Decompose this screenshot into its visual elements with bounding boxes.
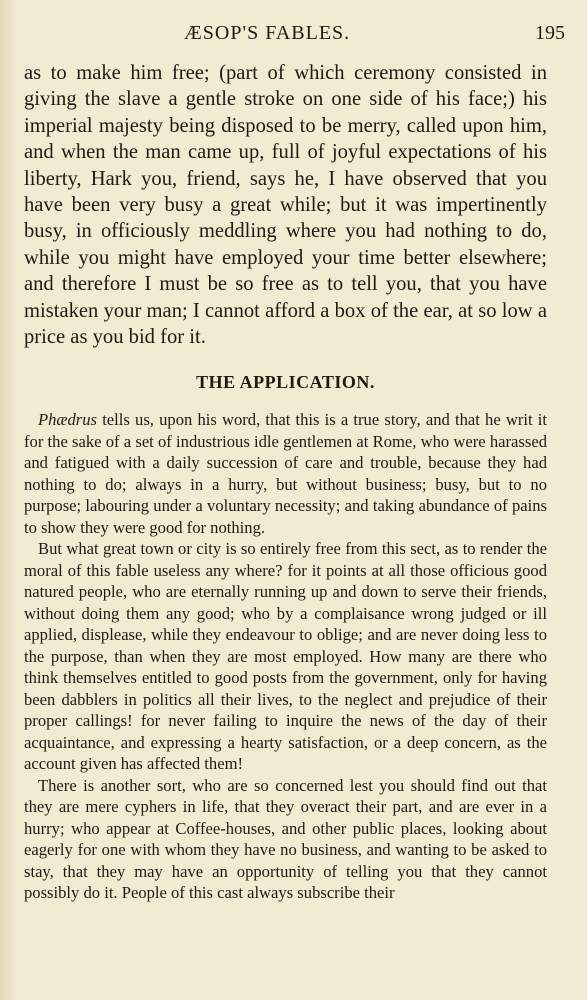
application-paragraph-2: But what great town or city is so entirely free from this sect, as to render the moral of this fable useless any where? for it points at all those officious good natured people, who are eternally running up and down to serve their friends, without doing them any good; who by a complaisance wrong judged or ill applied, displease, while they endeavour to oblige; and are never doing less to the purpose, than when they are most employed. How many are there who think themselves entitled to good posts from the government, only for having been dabblers in politics all their lives, to the neglect and prejudice of their proper callings! for never failing to inquire the news of the day of their acquaintance, and expressing a hearty satisfaction, or a deep concern, as the account given has affected them!: [24, 539, 547, 774]
fable-text: as to make him free; (part of which ceremony consisted in giving the slave a gentle stroke on one side of his face;) his imperial majesty being disposed to be merry, called upon him, and when the man came up, full of joyful expectations of his liberty, Hark you, friend, says he, I have observed that you have been very busy a great while; but it was impertinently busy, in officiously meddling where you had nothing to do, while you might have employed your time better elsewhere; and therefore I must be so free as to tell you, that you have mistaken your man; I cannot afford a box of the ear, at so low a price as you bid for it.: [24, 62, 547, 349]
phaedrus-name: Phædrus: [38, 410, 98, 430]
application-paragraph-1-text: tells us, upon his word, that this is a true story, and that he writ it for the sake of a set of industrious idle gentlemen at Rome, who were harassed and fatigued with a daily succession of care and trouble, because they had nothing to do; always in a hurry, but without business; busy, but to no purpose; labouring under a voluntary necessity; and taking abundance of pains to show they were good for nothing.: [24, 410, 547, 537]
application-heading: THE APPLICATION.: [196, 372, 375, 393]
running-title: ÆSOP'S FABLES.: [184, 22, 351, 44]
application-paragraph-3: There is another sort, who are so concerned lest you should find out that they are mere cyphers in life, that they overact their part, and are ever in a hurry; who appear at Coffee-houses, and other public places, looking about eagerly for one with whom they have no business, and wanting to be asked to stay, that they may have an opportunity of telling you that they cannot possibly do it. People of this cast always subscribe their: [24, 775, 547, 903]
page-header: [24, 22, 565, 52]
page-number: 195: [535, 22, 565, 44]
application-paragraph-1: [24, 409, 547, 538]
